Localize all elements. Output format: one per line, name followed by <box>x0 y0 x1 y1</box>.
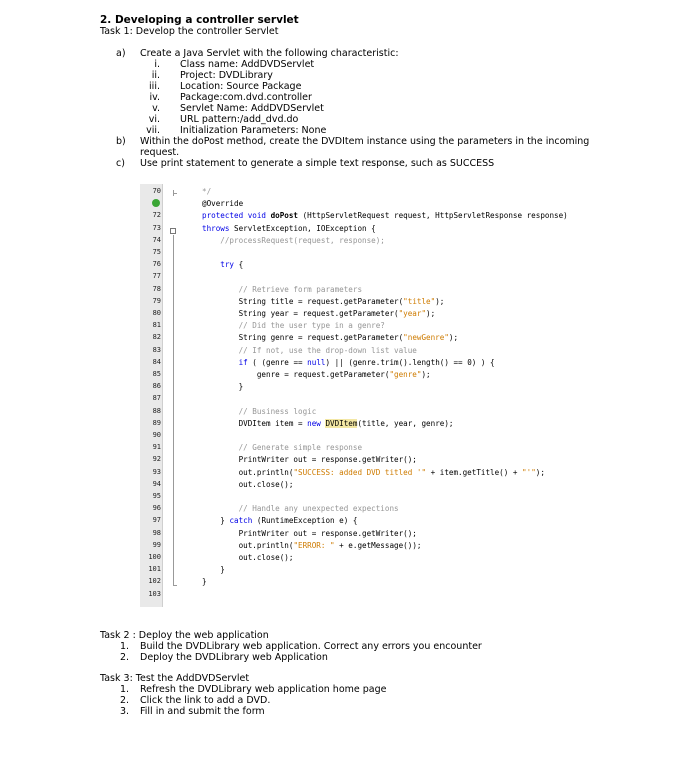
code-line <box>202 468 545 477</box>
line-number: 85 <box>152 370 161 378</box>
step-num: 2. <box>120 652 130 663</box>
code-line <box>202 358 495 367</box>
line-number: 83 <box>152 345 161 354</box>
step-num: 1. <box>120 684 130 695</box>
code-line <box>202 211 568 220</box>
gutter-separator <box>162 184 163 607</box>
item-label: a) <box>116 48 126 59</box>
code-token: // Generate simple response <box>202 443 363 453</box>
code-token: } <box>202 565 225 575</box>
line-number: 100 <box>148 553 161 561</box>
characteristic: URL pattern:/add_dvd.do <box>180 114 299 125</box>
characteristic: Location: Source Package <box>180 81 302 92</box>
code-token: // Handle any unexpected expections <box>202 504 399 514</box>
code-token: + item.getTitle() + <box>426 467 523 477</box>
code-line <box>202 321 385 330</box>
code-token: @Override <box>202 199 244 209</box>
task3-title: Task 3: Test the AddDVDServlet <box>100 673 250 684</box>
line-number: 84 <box>152 357 161 366</box>
code-token: out.println( <box>202 540 294 550</box>
code-token: String genre = request.getParameter( <box>202 333 404 343</box>
line-number: 77 <box>152 272 161 281</box>
code-token: String year = request.getParameter( <box>202 309 399 318</box>
line-number: 80 <box>152 309 161 317</box>
code-line <box>202 407 316 416</box>
code-token: // Did the user type in a genre? <box>202 321 385 331</box>
code-line <box>202 529 417 538</box>
roman-num: ii. <box>151 70 160 81</box>
code-line <box>202 565 225 574</box>
section-heading: 2. Developing a controller servlet <box>100 14 299 26</box>
step-num: 1. <box>120 641 130 652</box>
code-token: "'" <box>522 467 536 477</box>
characteristic: Package:com.dvd.controller <box>180 92 312 103</box>
code-token: "newGenre" <box>403 333 449 343</box>
code-token: DVDItem <box>325 418 358 428</box>
code-token: genre = request.getParameter( <box>202 370 390 379</box>
code-token: // If not, use the drop-down list value <box>202 345 417 355</box>
item-text: request. <box>140 147 180 158</box>
code-line <box>202 297 444 306</box>
code-token: (RuntimeException e) { <box>256 516 358 526</box>
code-token: ( (genre == <box>252 357 308 367</box>
fold-tick <box>173 193 177 194</box>
code-token: "genre" <box>389 370 422 379</box>
code-token: PrintWriter out = response.getWriter(); <box>202 528 417 538</box>
code-line <box>202 224 376 233</box>
step-text: Fill in and submit the form <box>140 706 265 717</box>
line-number: 89 <box>152 418 161 427</box>
characteristic: Servlet Name: AddDVDServlet <box>180 103 324 114</box>
roman-num: iii. <box>149 81 160 92</box>
code-token: ); <box>448 333 459 343</box>
code-line <box>202 382 243 391</box>
code-token: // Retrieve form parameters <box>202 284 363 294</box>
code-token: PrintWriter out = response.getWriter(); <box>202 455 417 465</box>
code-token: "ERROR: " <box>293 540 335 550</box>
fold-line <box>173 235 174 585</box>
line-number: 79 <box>152 296 161 305</box>
code-line <box>202 370 431 379</box>
step-num: 2. <box>120 695 130 706</box>
code-token: } <box>202 516 230 526</box>
line-number: 70 <box>152 187 161 195</box>
code-line <box>202 260 243 269</box>
item-label: c) <box>116 158 125 169</box>
override-marker-icon <box>152 199 160 207</box>
step-text: Click the link to add a DVD. <box>140 695 271 706</box>
task2-title: Task 2 : Deploy the web application <box>100 630 269 641</box>
task1-title: Task 1: Develop the controller Servlet <box>100 26 279 37</box>
code-line <box>202 455 417 464</box>
line-number: 86 <box>152 382 161 391</box>
code-line <box>202 443 362 452</box>
item-text: Use print statement to generate a simple text response, such as SUCCESS <box>140 158 495 169</box>
code-token: out.close(); <box>202 553 294 562</box>
line-number: 98 <box>152 528 161 537</box>
item-label: b) <box>116 136 126 147</box>
code-token: } <box>202 577 207 587</box>
characteristic: Class name: AddDVDServlet <box>180 59 315 70</box>
line-number: 92 <box>152 455 161 464</box>
code-token: out.close(); <box>202 479 294 489</box>
line-number: 97 <box>152 516 161 525</box>
code-token: ); <box>426 309 436 318</box>
code-line <box>202 541 421 550</box>
code-token: throws <box>202 223 235 233</box>
code-token: DVDItem item = <box>202 418 308 428</box>
characteristic: Initialization Parameters: None <box>180 125 327 136</box>
code-token: ); <box>421 370 431 379</box>
code-token: try <box>202 260 239 270</box>
line-number: 78 <box>152 284 161 293</box>
code-line <box>202 553 293 562</box>
line-number: 94 <box>152 479 161 488</box>
code-line <box>202 199 243 208</box>
step-text: Build the DVDLibrary web application. Correct any errors you encounter <box>140 641 482 652</box>
line-number: 81 <box>152 321 161 330</box>
line-number: 76 <box>152 260 161 269</box>
code-token: + e.getMessage()); <box>334 540 422 550</box>
code-line <box>202 309 435 318</box>
code-token: "title" <box>403 296 436 306</box>
roman-num: iv. <box>149 92 160 103</box>
line-number: 96 <box>152 504 161 513</box>
line-number: 74 <box>152 235 161 244</box>
code-line <box>202 346 417 355</box>
code-token: { <box>238 260 244 270</box>
code-line <box>202 480 293 489</box>
line-number: 102 <box>148 577 161 586</box>
item-text: Create a Java Servlet with the following characteristic: <box>140 48 399 59</box>
code-line <box>202 504 399 513</box>
code-line <box>202 285 362 294</box>
line-number: 101 <box>148 565 161 574</box>
roman-num: vi. <box>148 114 160 125</box>
item-text: Within the doPost method, create the DVDItem instance using the parameters in the incoming <box>140 136 590 147</box>
fold-toggle-icon <box>170 228 176 234</box>
roman-num: i. <box>154 59 160 70</box>
line-number: 82 <box>152 333 161 342</box>
roman-num: v. <box>152 103 160 114</box>
code-line <box>202 236 385 245</box>
code-token: */ <box>202 187 212 196</box>
code-screenshot <box>140 184 677 607</box>
line-number: 99 <box>152 540 161 549</box>
code-token: String title = request.getParameter( <box>202 296 404 306</box>
code-token: "SUCCESS: added DVD titled '" <box>293 467 427 477</box>
code-token: catch <box>229 516 257 526</box>
line-number: 95 <box>152 492 161 500</box>
line-number: 93 <box>152 467 161 476</box>
code-token: } <box>202 382 244 392</box>
line-number: 90 <box>152 431 161 439</box>
code-token: (title, year, genre); <box>357 418 454 428</box>
code-token: if <box>202 357 253 367</box>
line-number: 91 <box>152 443 161 452</box>
line-number: 72 <box>152 211 161 220</box>
code-token: null <box>307 357 326 367</box>
line-number: 88 <box>152 406 161 415</box>
code-token: //processRequest(request, response); <box>202 235 385 245</box>
step-text: Deploy the DVDLibrary web Application <box>140 652 328 663</box>
line-number: 87 <box>152 394 161 403</box>
code-token: protected void <box>202 211 271 221</box>
line-number: 73 <box>152 223 161 232</box>
step-text: Refresh the DVDLibrary web application home page <box>140 684 387 695</box>
code-token: ); <box>435 296 445 306</box>
line-number: 103 <box>148 589 161 598</box>
step-num: 3. <box>120 706 130 717</box>
code-line <box>202 577 207 586</box>
roman-num: vii. <box>146 125 160 136</box>
code-line <box>202 187 211 196</box>
code-token: "year" <box>398 309 427 318</box>
code-token: doPost <box>270 211 299 221</box>
code-token: out.println( <box>202 467 294 477</box>
code-token: (HttpServletRequest request, HttpServletResponse response) <box>298 211 568 221</box>
code-token: ); <box>535 467 545 477</box>
characteristic: Project: DVDLibrary <box>180 70 273 81</box>
code-token: ServletException, IOException { <box>234 223 376 233</box>
code-line <box>202 333 458 342</box>
code-line <box>202 419 453 428</box>
line-number: 75 <box>152 248 161 256</box>
code-token: // Business logic <box>202 406 317 416</box>
code-token: new <box>307 418 326 428</box>
code-line <box>202 516 357 525</box>
fold-tick <box>173 585 177 586</box>
code-token: ) || (genre.trim().length() == 0) ) { <box>325 357 495 367</box>
